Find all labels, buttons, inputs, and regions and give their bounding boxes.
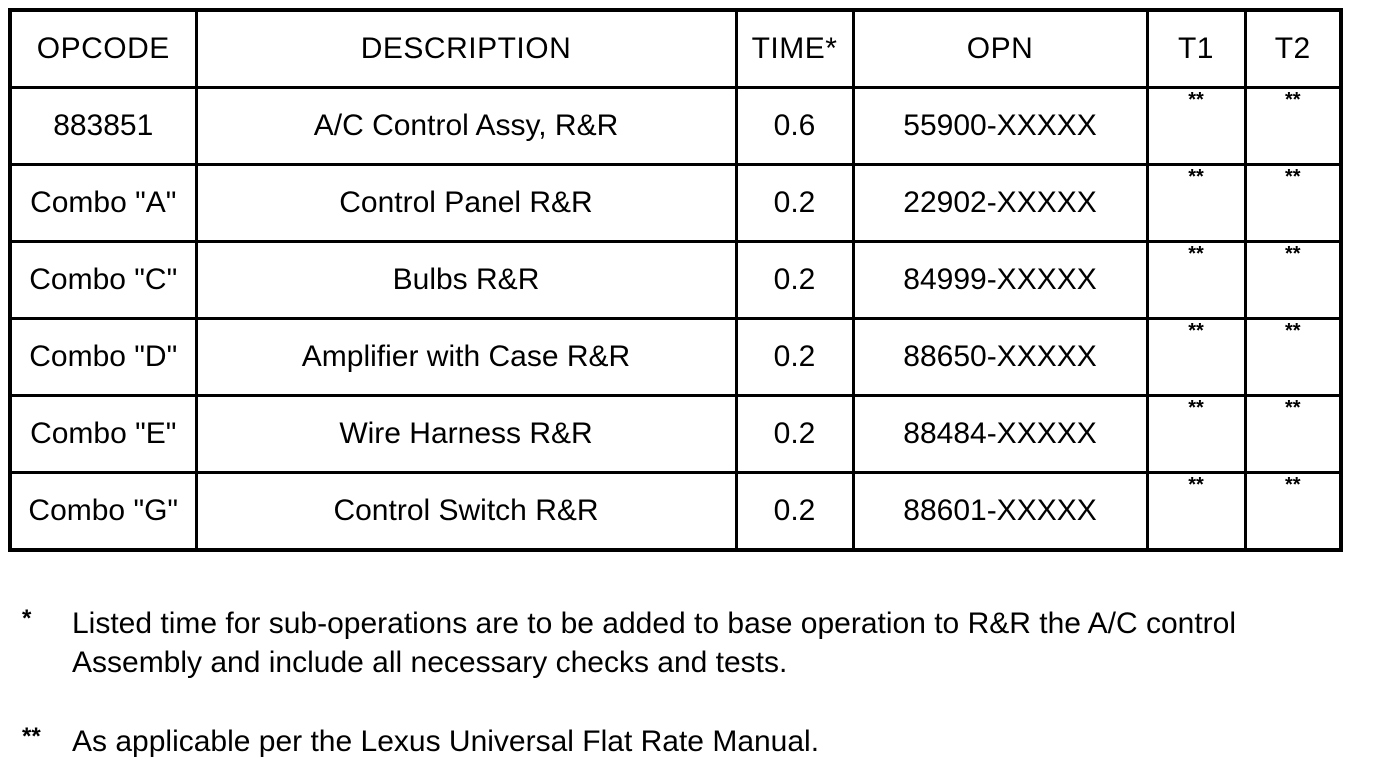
cell-description: Wire Harness R&R [196,396,736,473]
table-row [10,88,1341,165]
operations-table-wrapper [8,8,1343,552]
cell-t2: ** [1245,88,1341,165]
cell-description: Control Panel R&R [196,165,736,242]
footnote-text: As applicable per the Lexus Universal Flat Rate Manual. [72,725,820,758]
table-row [10,319,1341,396]
footnote-text: Listed time for sub-operations are to be added to base operation to R&R the A/C control Assembly and include all necessary checks and tests. [72,607,1237,679]
footnote-time [22,604,1372,682]
cell-description: Amplifier with Case R&R [196,319,736,396]
cell-opcode: Combo "G" [10,473,196,551]
cell-opn: 55900-XXXXX [853,88,1147,165]
cell-opcode: Combo "D" [10,319,196,396]
cell-opn: 84999-XXXXX [853,242,1147,319]
header-opn: OPN [853,10,1147,88]
cell-t1: ** [1147,165,1245,242]
cell-t2: ** [1245,319,1341,396]
cell-time: 0.2 [736,165,853,242]
cell-opcode: Combo "C" [10,242,196,319]
footnotes [22,604,1372,761]
cell-time: 0.2 [736,319,853,396]
cell-time: 0.2 [736,396,853,473]
cell-opcode: 883851 [10,88,196,165]
cell-t1: ** [1147,473,1245,551]
header-description: DESCRIPTION [196,10,736,88]
cell-t1: ** [1147,242,1245,319]
cell-t2: ** [1245,396,1341,473]
table-row [10,242,1341,319]
table-row [10,396,1341,473]
cell-opcode: Combo "A" [10,165,196,242]
table-row [10,473,1341,551]
cell-time: 0.2 [736,242,853,319]
cell-t2: ** [1245,165,1341,242]
cell-t1: ** [1147,88,1245,165]
footnote-mark: ** [22,723,41,750]
cell-time: 0.6 [736,88,853,165]
operations-table [8,8,1343,552]
cell-opcode: Combo "E" [10,396,196,473]
cell-time: 0.2 [736,473,853,551]
header-t1: T1 [1147,10,1245,88]
table-header-row [10,10,1341,88]
header-opcode: OPCODE [10,10,196,88]
cell-t1: ** [1147,396,1245,473]
cell-opn: 88601-XXXXX [853,473,1147,551]
cell-opn: 88484-XXXXX [853,396,1147,473]
cell-opn: 88650-XXXXX [853,319,1147,396]
cell-description: Bulbs R&R [196,242,736,319]
cell-t2: ** [1245,242,1341,319]
cell-description: A/C Control Assy, R&R [196,88,736,165]
cell-t2: ** [1245,473,1341,551]
cell-t1: ** [1147,319,1245,396]
cell-opn: 22902-XXXXX [853,165,1147,242]
header-time: TIME* [736,10,853,88]
footnote-mark: * [22,605,32,632]
footnote-applicable [22,722,1372,761]
cell-description: Control Switch R&R [196,473,736,551]
header-t2: T2 [1245,10,1341,88]
table-row [10,165,1341,242]
